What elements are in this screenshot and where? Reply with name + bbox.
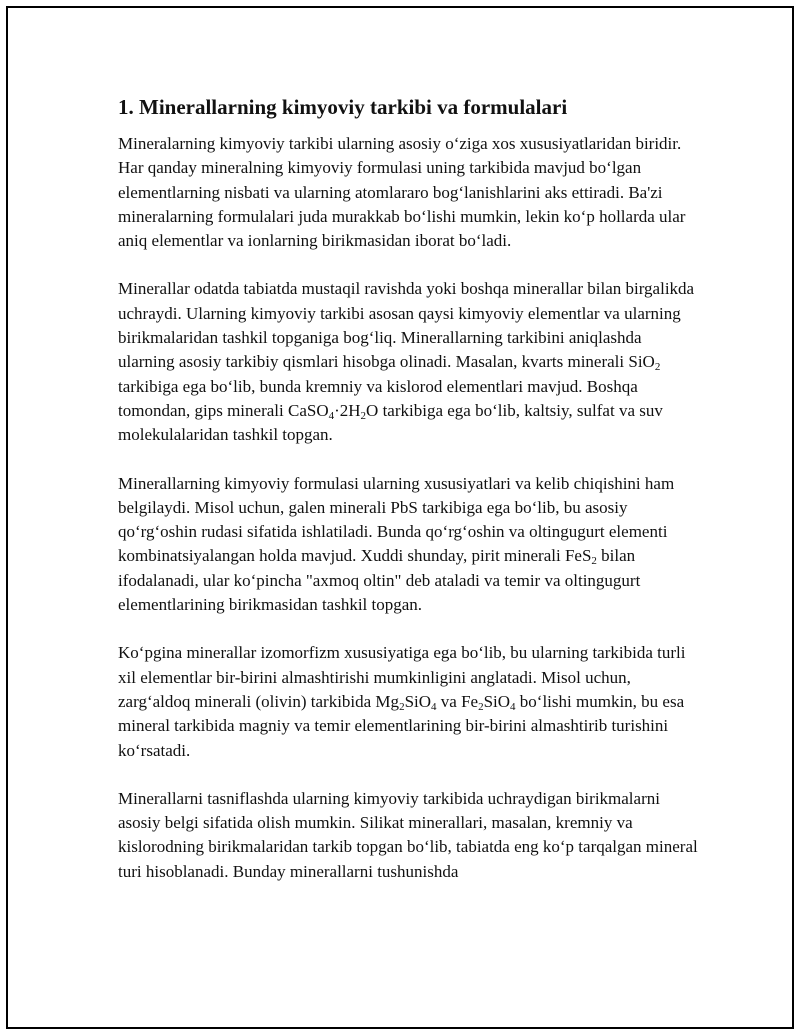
- text-run: Minerallarning kimyoviy formulasi ularning xususiyatlari va kelib chiqishini ham belgilaydi. Misol uchun, galen minerali PbS tarkibiga ega bo‘lib, bu asosiy qo‘rg‘oshin rudasi sifatida ishlatiladi. Bunda qo‘rg‘oshin va oltingugurt elementi kombinatsiyalangan holda mavjud. Xuddi shunday, pirit minerali FeS: [118, 473, 675, 566]
- paragraph-1: Mineralarning kimyoviy tarkibi ularning asosiy o‘ziga xos xususiyatlaridan biridir. Har qanday mineralning kimyoviy formulasi uning tarkibida mavjud bo‘lgan elementlarning nisbati va ularning atomlararo bog‘lanishlarini aks ettiradi. Ba'zi mineralarning formulalari juda murakkab bo‘lishi mumkin, lekin ko‘p hollarda ular aniq elementlar va ionlarning birikmasidan iborat bo‘ladi.: [118, 134, 686, 251]
- subscript: 4: [510, 700, 516, 713]
- text-run: Minerallar odatda tabiatda mustaqil ravishda yoki boshqa minerallar bilan birgalikda uchraydi. Ularning kimyoviy tarkibi asosan qaysi kimyoviy elementlar va ularning birikmalaridan tashkil topganiga bog‘liq. Minerallarning tarkibini aniqlashda ularning asosiy tarkibiy qismlari hisobga olinadi. Masalan, kvarts minerali SiO: [118, 279, 695, 372]
- paragraph-3: [118, 472, 698, 618]
- subscript: 4: [328, 409, 335, 422]
- text-run: O tarkibiga ega bo‘lib, kaltsiy, sulfat va suv molekulalaridan tashkil topgan.: [118, 400, 663, 445]
- subscript: 2: [591, 555, 597, 568]
- text-run: Ko‘pgina minerallar izomorfizm xususiyatiga ega bo‘lib, bu ularning tarkibida turli xil elementlar bir-birini almashtirishi mumkinligini anglatadi. Misol uchun, zarg‘aldoq minerali (olivin) tarkibida Mg: [118, 643, 686, 711]
- paragraph-5: Minerallarni tasniflashda ularning kimyoviy tarkibida uchraydigan birikmalarni asosiy belgi sifatida olish mumkin. Silikat minerallari, masalan, kremniy va kislorodning birikmalaridan tarkib topgan bo‘lib, tabiatda eng ko‘p tarqalgan mineral turi hisoblanadi. Bunday minerallarni tushunishda: [118, 788, 698, 881]
- paragraph-4: [118, 641, 698, 762]
- text-run: va Fe: [436, 691, 479, 711]
- document-body: [118, 92, 698, 908]
- text-run: SiO: [483, 691, 511, 711]
- text-run: bilan ifodalanadi, ular ko‘pincha "axmoq oltin" deb ataladi va temir va oltingugurt elementlarining birikmasidan tashkil topgan.: [118, 546, 641, 615]
- subscript: 4: [431, 700, 437, 713]
- text-run: SiO: [404, 691, 432, 711]
- subscript: 2: [478, 700, 484, 713]
- subscript: 2: [360, 409, 367, 422]
- paragraph-2: [118, 277, 698, 447]
- text-run: ·2H: [334, 400, 361, 420]
- text-run: tarkibiga ega bo‘lib, bunda kremniy va kislorod elementlari mavjud. Boshqa tomondan, gips minerali CaSO: [118, 376, 638, 420]
- text-run: bo‘lishi mumkin, bu esa mineral tarkibida magniy va temir elementlarining bir-birini almashtirib turishini ko‘rsatadi.: [118, 691, 685, 760]
- subscript: 2: [654, 361, 661, 374]
- section-heading: 1. Minerallarning kimyoviy tarkibi va formulalari: [118, 95, 568, 119]
- subscript: 2: [399, 700, 405, 713]
